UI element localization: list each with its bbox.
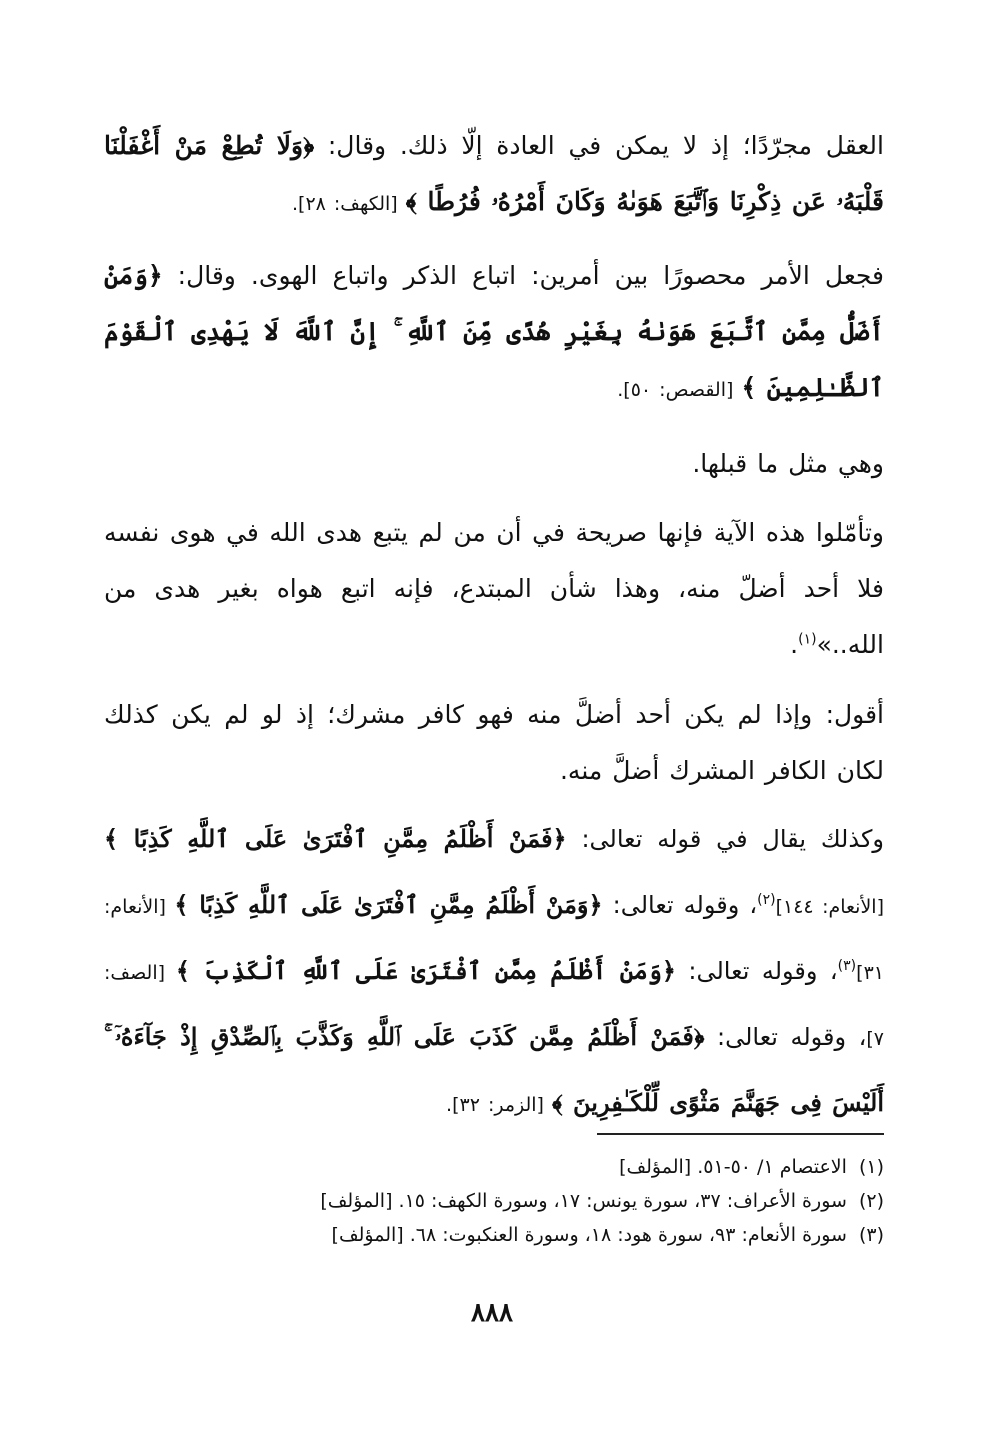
quran-verse: ﴿وَمَنْ أَظْلَمُ مِمَّنِ ٱفْتَرَىٰ عَلَى ٱللَّهِ ٱلْكَذِبَ ﴾ [175, 956, 676, 985]
footnote-marker-2: (٢) [757, 892, 776, 908]
page-number: ٨٨٨ [471, 1298, 513, 1328]
body-text: وكذلك يقال في قوله تعالى: [566, 825, 884, 853]
footnote-text: سورة الأعراف: ٣٧، سورة يونس: ١٧، وسورة الكهف: ١٥. [المؤلف] [320, 1190, 847, 1212]
footnote-marker-1: (١) [798, 631, 817, 648]
paragraph-5 [104, 687, 884, 799]
footnotes [104, 1150, 884, 1252]
verse-reference: [الصف: ٧] [104, 962, 884, 1050]
paragraph-1 [104, 118, 884, 232]
paragraph-6 [104, 807, 884, 1137]
quran-verse: ﴿وَمَنْ أَضَلُّ مِمَّنِ ٱتَّبَعَ هَوَىٰهُ بِغَيْرِ هُدًى مِّنَ ٱللَّهِ ۚ إِنَّ ٱللَّهَ لَا يَهْدِى ٱلْقَوْمَ ٱلظَّـٰلِمِينَ ﴾ [104, 261, 884, 402]
body-text: فجعل الأمر محصورًا بين أمرين: اتباع الذكر واتباع الهوى. وقال: [162, 261, 884, 290]
footnote-text: الاعتصام ١/ ٥٠-٥١. [المؤلف] [619, 1156, 847, 1178]
verse-reference: [القصص: ٥٠]. [617, 379, 742, 401]
footnote-2 [104, 1184, 884, 1218]
verse-reference: [الكهف: ٢٨]. [291, 193, 406, 215]
body-text: العقل مجرّدًا؛ إذ لا يمكن في العادة إلّا ذلك. وقال: [314, 131, 884, 160]
footnote-1 [104, 1150, 884, 1184]
paragraph-3 [104, 436, 884, 492]
body-text: . [790, 630, 799, 659]
quran-verse: ﴿وَلَا تُطِعْ مَنْ أَغْفَلْنَا قَلْبَهُۥ عَن ذِكْرِنَا وَٱتَّبَعَ هَوَىٰهُ وَكَانَ أَمْرُهُۥ فُرُطًا ﴾ [104, 131, 884, 216]
body-text: وهي مثل ما قبلها. [692, 449, 884, 478]
footnote-marker-3: (٣) [837, 958, 857, 974]
footnote-3 [104, 1218, 884, 1252]
quran-verse: ﴿فَمَنْ أَظْلَمُ مِمَّنِ ٱفْتَرَىٰ عَلَى ٱللَّهِ كَذِبًا ﴾ [104, 824, 567, 853]
footnote-divider [597, 1133, 884, 1135]
quran-verse: ﴿وَمَنْ أَظْلَمُ مِمَّنِ ٱفْتَرَىٰ عَلَى ٱللَّهِ كَذِبًا ﴾ [174, 890, 603, 919]
body-text: وتأمّلوا هذه الآية فإنها صريحة في أن من لم يتبع هدى الله في هوى نفسه فلا أحد أضلّ منه، وهذا شأن المبتدع، فإنه اتبع هواه بغير هدى من الله..» [104, 518, 884, 659]
footnote-number: (١) [858, 1156, 884, 1178]
footnote-number: (٣) [858, 1224, 884, 1246]
verse-reference: [الزمر: ٣٢]. [446, 1094, 553, 1116]
quran-verse: ﴿فَمَنْ أَظْلَمُ مِمَّن كَذَبَ عَلَى ٱللَّهِ وَكَذَّبَ بِٱلصِّدْقِ إِذْ جَآءَهُۥٓ ۚ أَلَيْسَ فِى جَهَنَّمَ مَثْوًى لِّلْكَـٰفِرِينَ ﴾ [104, 1022, 884, 1117]
verse-reference: [الأنعام: ٣١] [104, 896, 884, 984]
paragraph-2 [104, 248, 884, 418]
footnote-text: سورة الأنعام: ٩٣، سورة هود: ١٨، وسورة العنكبوت: ٦٨. [المؤلف] [331, 1224, 847, 1246]
footnote-number: (٢) [858, 1190, 884, 1212]
verse-reference: [الأنعام: ١٤٤] [775, 896, 884, 918]
paragraph-4 [104, 505, 884, 673]
body-text: أقول: وإذا لم يكن أحد أضلَّ منه فهو كافر مشرك؛ إذ لو لم يكن كذلك لكان الكافر المشرك أضلَّ منه. [104, 700, 884, 785]
body-text: ، وقوله تعالى: [602, 891, 758, 919]
body-text: ، وقوله تعالى: [675, 957, 838, 985]
body-text: ، وقوله تعالى: [704, 1023, 867, 1051]
